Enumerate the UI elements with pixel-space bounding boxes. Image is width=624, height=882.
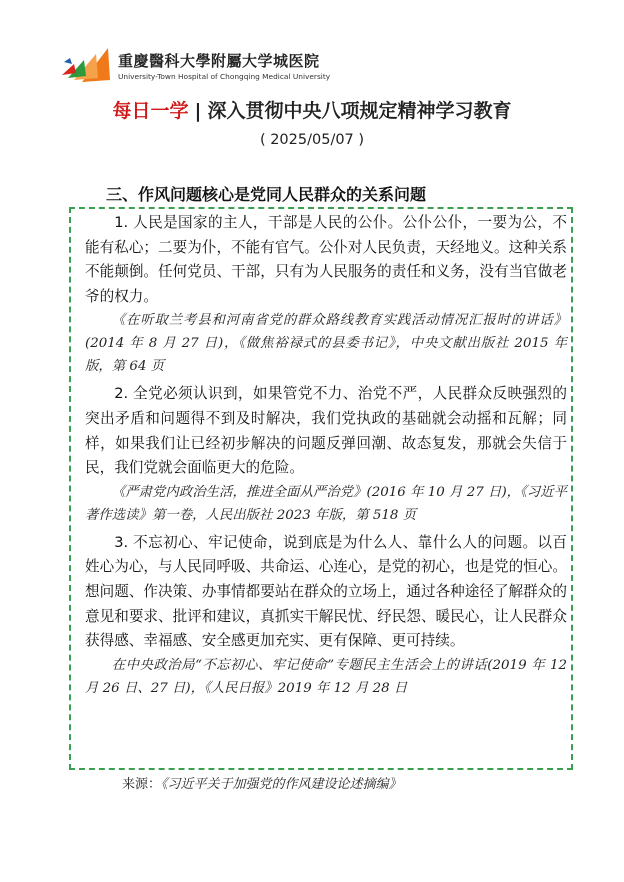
title-separator: | bbox=[194, 100, 202, 122]
title-highlight: 每日一学 bbox=[112, 100, 189, 122]
hospital-header bbox=[60, 42, 460, 86]
item-3-text: 3. 不忘初心、牢记使命，说到底是为什么人、靠什么人的问题。以百姓心为心，与人民同呼吸、共命运、心连心，是党的初心，也是党的恒心。想问题、作决策、办事情都要站在群众的立场上，通过各种途径了解群众的意见和要求、批评和建议，真抓实干解民忧、纾民怨、暖民心，让人民群众获得感、幸福感、安全感更加充实、更有保障、更可持续。 bbox=[85, 533, 567, 650]
section-heading: 三、作风问题核心是党同人民群众的关系问题 bbox=[106, 185, 427, 204]
page-title bbox=[0, 96, 624, 123]
quote-box-content bbox=[85, 211, 567, 704]
item-1-citation: 《在听取兰考县和河南省党的群众路线教育实践活动情况汇报时的讲话》(2014 年 8 月 27 日)，《做焦裕禄式的县委书记》，中央文献出版社 2015 年版，第 64 页 bbox=[85, 313, 567, 375]
hospital-name-cn: 重慶醫科大學附屬大学城医院 bbox=[118, 52, 320, 70]
item-2-citation: 《严肃党内政治生活，推进全面从严治党》(2016 年 10 月 27 日)，《习近平著作选读》第一卷，人民出版社 2023 年版，第 518 页 bbox=[85, 484, 567, 523]
item-1-text: 1. 人民是国家的主人，干部是人民的公仆。公仆公仆，一要为公，不能有私心；二要为仆，不能有官气。公仆对人民负责，天经地义。这种关系不能颠倒。任何党员、干部，只有为人民服务的责任和义务，没有当官做老爷的权力。 bbox=[85, 214, 567, 305]
source-value: 《习近平关于加强党的作风建设论述摘编》 bbox=[161, 777, 402, 792]
hospital-logo-icon bbox=[60, 42, 112, 84]
publish-date: ( 2025/05/07 ) bbox=[259, 132, 365, 148]
title-main: 深入贯彻中央八项规定精神学习教育 bbox=[207, 100, 512, 122]
source-label: 来源： bbox=[122, 777, 162, 792]
source-line bbox=[122, 773, 402, 792]
item-2-text: 2. 全党必须认识到，如果管党不力、治党不严，人民群众反映强烈的突出矛盾和问题得不到及时解决，我们党执政的基础就会动摇和瓦解；同样，如果我们让已经初步解决的问题反弹回潮、故态复发，那就会失信于民，我们党就会面临更大的危险。 bbox=[85, 385, 567, 477]
hospital-name-en: University-Town Hospital of Chongqing Medical University bbox=[118, 72, 331, 81]
item-3-citation: 在中央政治局“不忘初心、牢记使命”专题民主生活会上的讲话(2019 年 12 月 26 日、27 日)，《人民日报》2019 年 12 月 28 日 bbox=[85, 657, 567, 696]
